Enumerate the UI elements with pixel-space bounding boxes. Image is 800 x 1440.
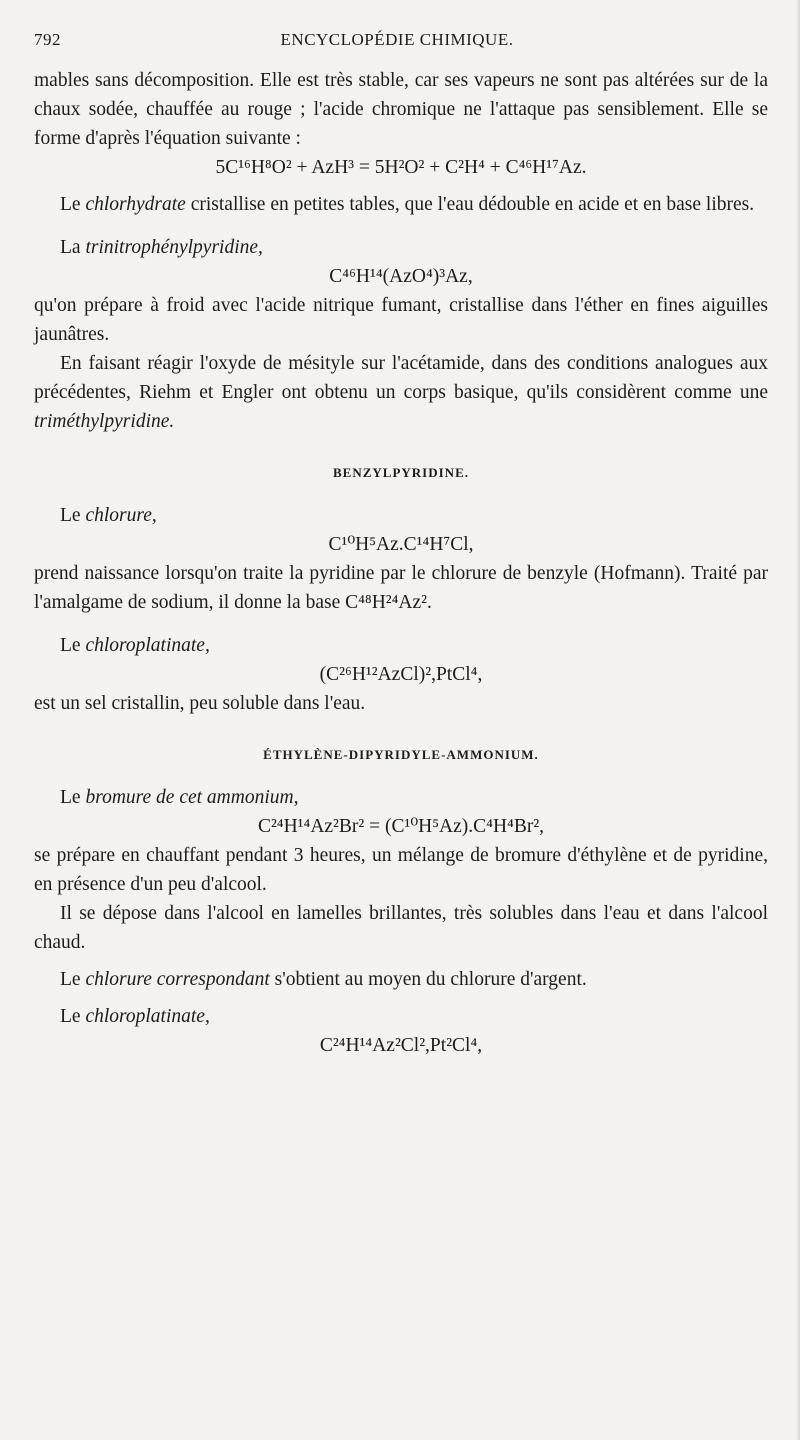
equation: 5C¹⁶H⁸O² + AzH³ = 5H²O² + C²H⁴ + C⁴⁶H¹⁷Az. (215, 157, 587, 178)
section-heading: BENZYLPYRIDINE. (333, 465, 469, 480)
paragraph: Le chloroplatinate, (60, 1006, 210, 1027)
paragraph: Le chlorhydrate cristallise en petites tables, que l'eau dédouble en acide et en base libres. (60, 194, 755, 215)
equation: (C²⁶H¹²AzCl)²,PtCl⁴, (319, 664, 483, 685)
paragraph: Le chlorure correspondant s'obtient au moyen du chlorure d'argent. (60, 969, 587, 990)
paragraph: qu'on prépare à froid avec l'acide nitrique fumant, cristallise dans l'éther en fines aiguilles jaunâtres. (34, 295, 768, 345)
page-body (34, 66, 768, 1060)
equation: C⁴⁶H¹⁴(AzO⁴)³Az, (329, 266, 473, 287)
paragraph: mables sans décomposition. Elle est très stable, car ses vapeurs ne sont pas altérées sur de la chaux sodée, chauffée au rouge ; l'acide chromique ne l'attaque pas sensiblement. Elle se forme d'après l'équation suivante : (34, 70, 768, 149)
compound-term: chlorure, (85, 505, 157, 526)
paragraph: se prépare en chauffant pendant 3 heures, un mélange de bromure d'éthylène et de pyridine, en présence d'un peu d'alcool. (34, 845, 768, 895)
paragraph: Le chloroplatinate, (60, 635, 210, 656)
compound-term: chlorure correspondant (85, 969, 270, 990)
paragraph: prend naissance lorsqu'on traite la pyridine par le chlorure de benzyle (Hofmann). Traité par l'amalgame de sodium, il donne la base C⁴⁸H²⁴Az². (34, 563, 768, 613)
paragraph: En faisant réagir l'oxyde de mésityle sur l'acétamide, dans des conditions analogues aux précédentes, Riehm et Engler ont obtenu un corps basique, qu'ils considèrent comme une triméthylpyridine. (34, 353, 768, 432)
compound-term: trinitrophénylpyridine, (85, 237, 263, 258)
equation: C²⁴H¹⁴Az²Cl²,Pt²Cl⁴, (319, 1035, 483, 1056)
paragraph: Le bromure de cet ammonium, (60, 787, 299, 808)
equation: C¹⁰H⁵Az.C¹⁴H⁷Cl, (328, 534, 474, 555)
page-edge (796, 0, 800, 1440)
equation: C²⁴H¹⁴Az²Br² = (C¹⁰H⁵Az).C⁴H⁴Br², (257, 816, 545, 837)
paragraph: est un sel cristallin, peu soluble dans l'eau. (34, 693, 366, 714)
paragraph: La trinitrophénylpyridine, (60, 237, 263, 258)
compound-term: chloroplatinate, (85, 635, 210, 656)
page-number: 792 (34, 30, 61, 49)
compound-term: bromure de cet ammonium, (85, 787, 299, 808)
compound-term: triméthylpyridine. (34, 411, 175, 432)
running-title: ENCYCLOPÉDIE CHIMIQUE. (280, 30, 514, 49)
compound-term: chlorhydrate (85, 194, 186, 215)
running-header (34, 30, 760, 56)
compound-term: chloroplatinate, (85, 1006, 210, 1027)
paragraph: Le chlorure, (60, 505, 157, 526)
section-heading: ÉTHYLÈNE-DIPYRIDYLE-AMMONIUM. (263, 747, 539, 762)
paragraph: Il se dépose dans l'alcool en lamelles brillantes, très solubles dans l'eau et dans l'alcool chaud. (34, 903, 768, 953)
